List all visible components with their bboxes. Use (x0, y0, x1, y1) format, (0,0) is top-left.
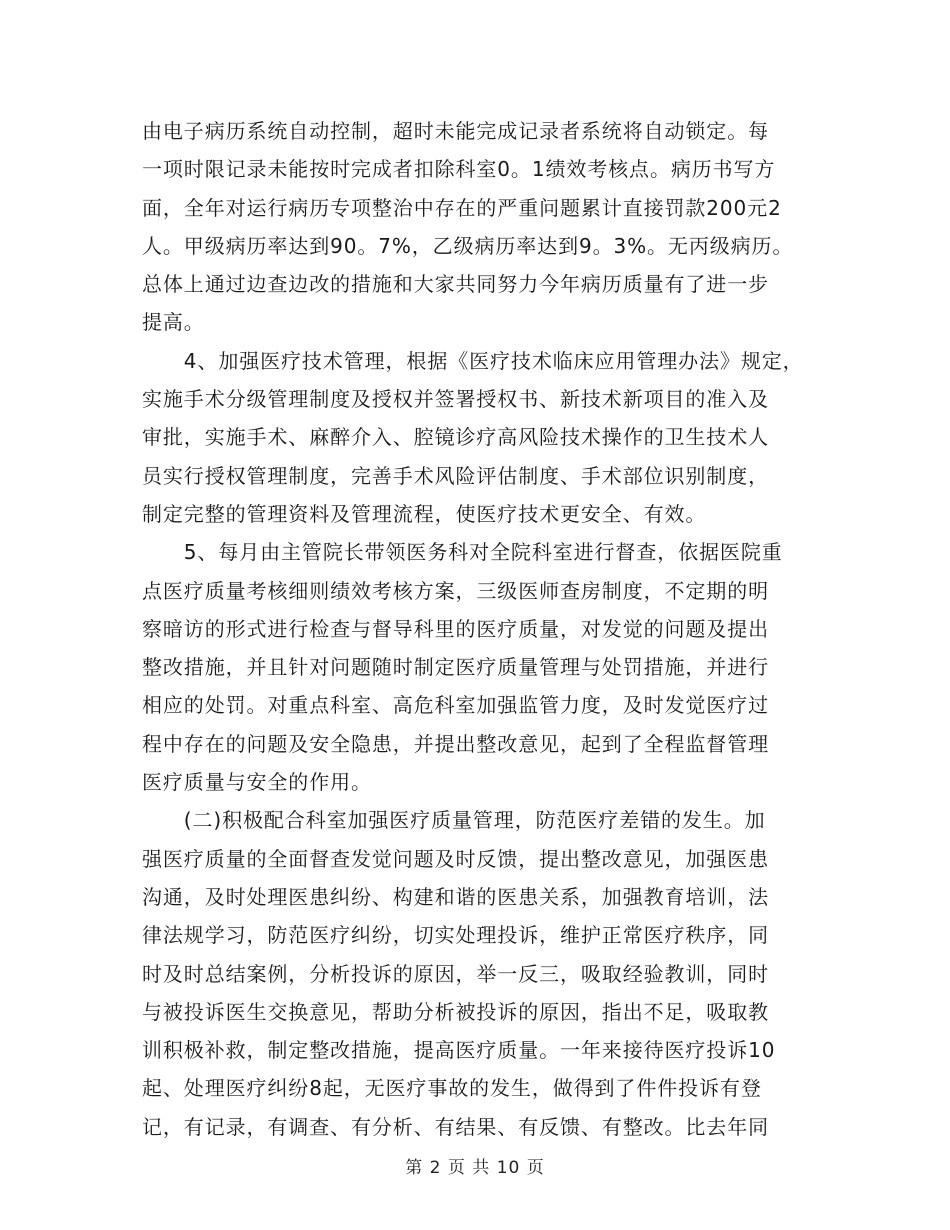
text-line: 提高。 (142, 310, 205, 335)
text-line: 面，全年对运行病历专项整治中存在的严重问题累计直接罚款200元2 (142, 195, 782, 220)
text-line: 与被投诉医生交换意见，帮助分析被投诉的原因，指出不足，吸取教 (142, 999, 769, 1024)
text-line: 相应的处罚。对重点科室、高危科室加强监管力度，及时发觉医疗过 (142, 693, 769, 718)
page-footer: 第 2 页 共 10 页 (405, 1158, 545, 1178)
body-text (142, 112, 814, 1146)
text-line: 程中存在的问题及安全隐患，并提出整改意见，起到了全程监督管理 (142, 731, 769, 756)
text-line: 强医疗质量的全面督查发觉问题及时反馈，提出整改意见，加强医患 (142, 846, 769, 871)
text-line: 医疗质量与安全的作用。 (142, 770, 372, 795)
text-line: 一项时限记录未能按时完成者扣除科室0。1绩效考核点。病历书写方 (142, 157, 776, 182)
text-line: 审批，实施手术、麻醉介入、腔镜诊疗高风险技术操作的卫生技术人 (142, 425, 769, 450)
text-line: 记，有记录，有调查、有分析、有结果、有反馈、有整改。比去年同 (142, 1114, 769, 1139)
text-line: 实施手术分级管理制度及授权并签署授权书、新技术新项目的准入及 (142, 387, 769, 412)
text-line: 起、处理医疗纠纷8起，无医疗事故的发生，做得到了件件投诉有登 (142, 1076, 762, 1101)
text-line: 人。甲级病历率达到90。7%，乙级病历率达到9。3%。无丙级病历。 (142, 233, 794, 258)
text-line: 察暗访的形式进行检查与督导科里的医疗质量，对发觉的问题及提出 (142, 616, 769, 641)
text-line: 整改措施，并且针对问题随时制定医疗质量管理与处罚措施，并进行 (142, 655, 769, 680)
text-line: 点医疗质量考核细则绩效考核方案，三级医师查房制度，不定期的明 (142, 578, 769, 603)
text-line: 训积极补救，制定整改措施，提高医疗质量。一年来接待医疗投诉10 (142, 1038, 776, 1063)
text-line: (二)积极配合科室加强医疗质量管理，防范医疗差错的发生。加 (142, 808, 766, 833)
text-line: 4、加强医疗技术管理，根据《医疗技术临床应用管理办法》规定， (142, 348, 804, 373)
text-line: 沟通，及时处理医患纠纷、构建和谐的医患关系，加强教育培训，法 (142, 884, 769, 909)
text-line: 时及时总结案例，分析投诉的原因，举一反三，吸取经验教训，同时 (142, 961, 769, 986)
text-line: 总体上通过边查边改的措施和大家共同努力今年病历质量有了进一步 (142, 272, 769, 297)
text-line: 律法规学习，防范医疗纠纷，切实处理投诉，维护正常医疗秩序，同 (142, 923, 769, 948)
text-line: 由电子病历系统自动控制，超时未能完成记录者系统将自动锁定。每 (142, 119, 769, 143)
text-line: 员实行授权管理制度，完善手术风险评估制度、手术部位识别制度， (142, 463, 769, 488)
text-line: 制定完整的管理资料及管理流程，使医疗技术更安全、有效。 (142, 501, 707, 526)
text-line: 5、每月由主管院长带领医务科对全院科室进行督查，依据医院重 (142, 540, 783, 565)
